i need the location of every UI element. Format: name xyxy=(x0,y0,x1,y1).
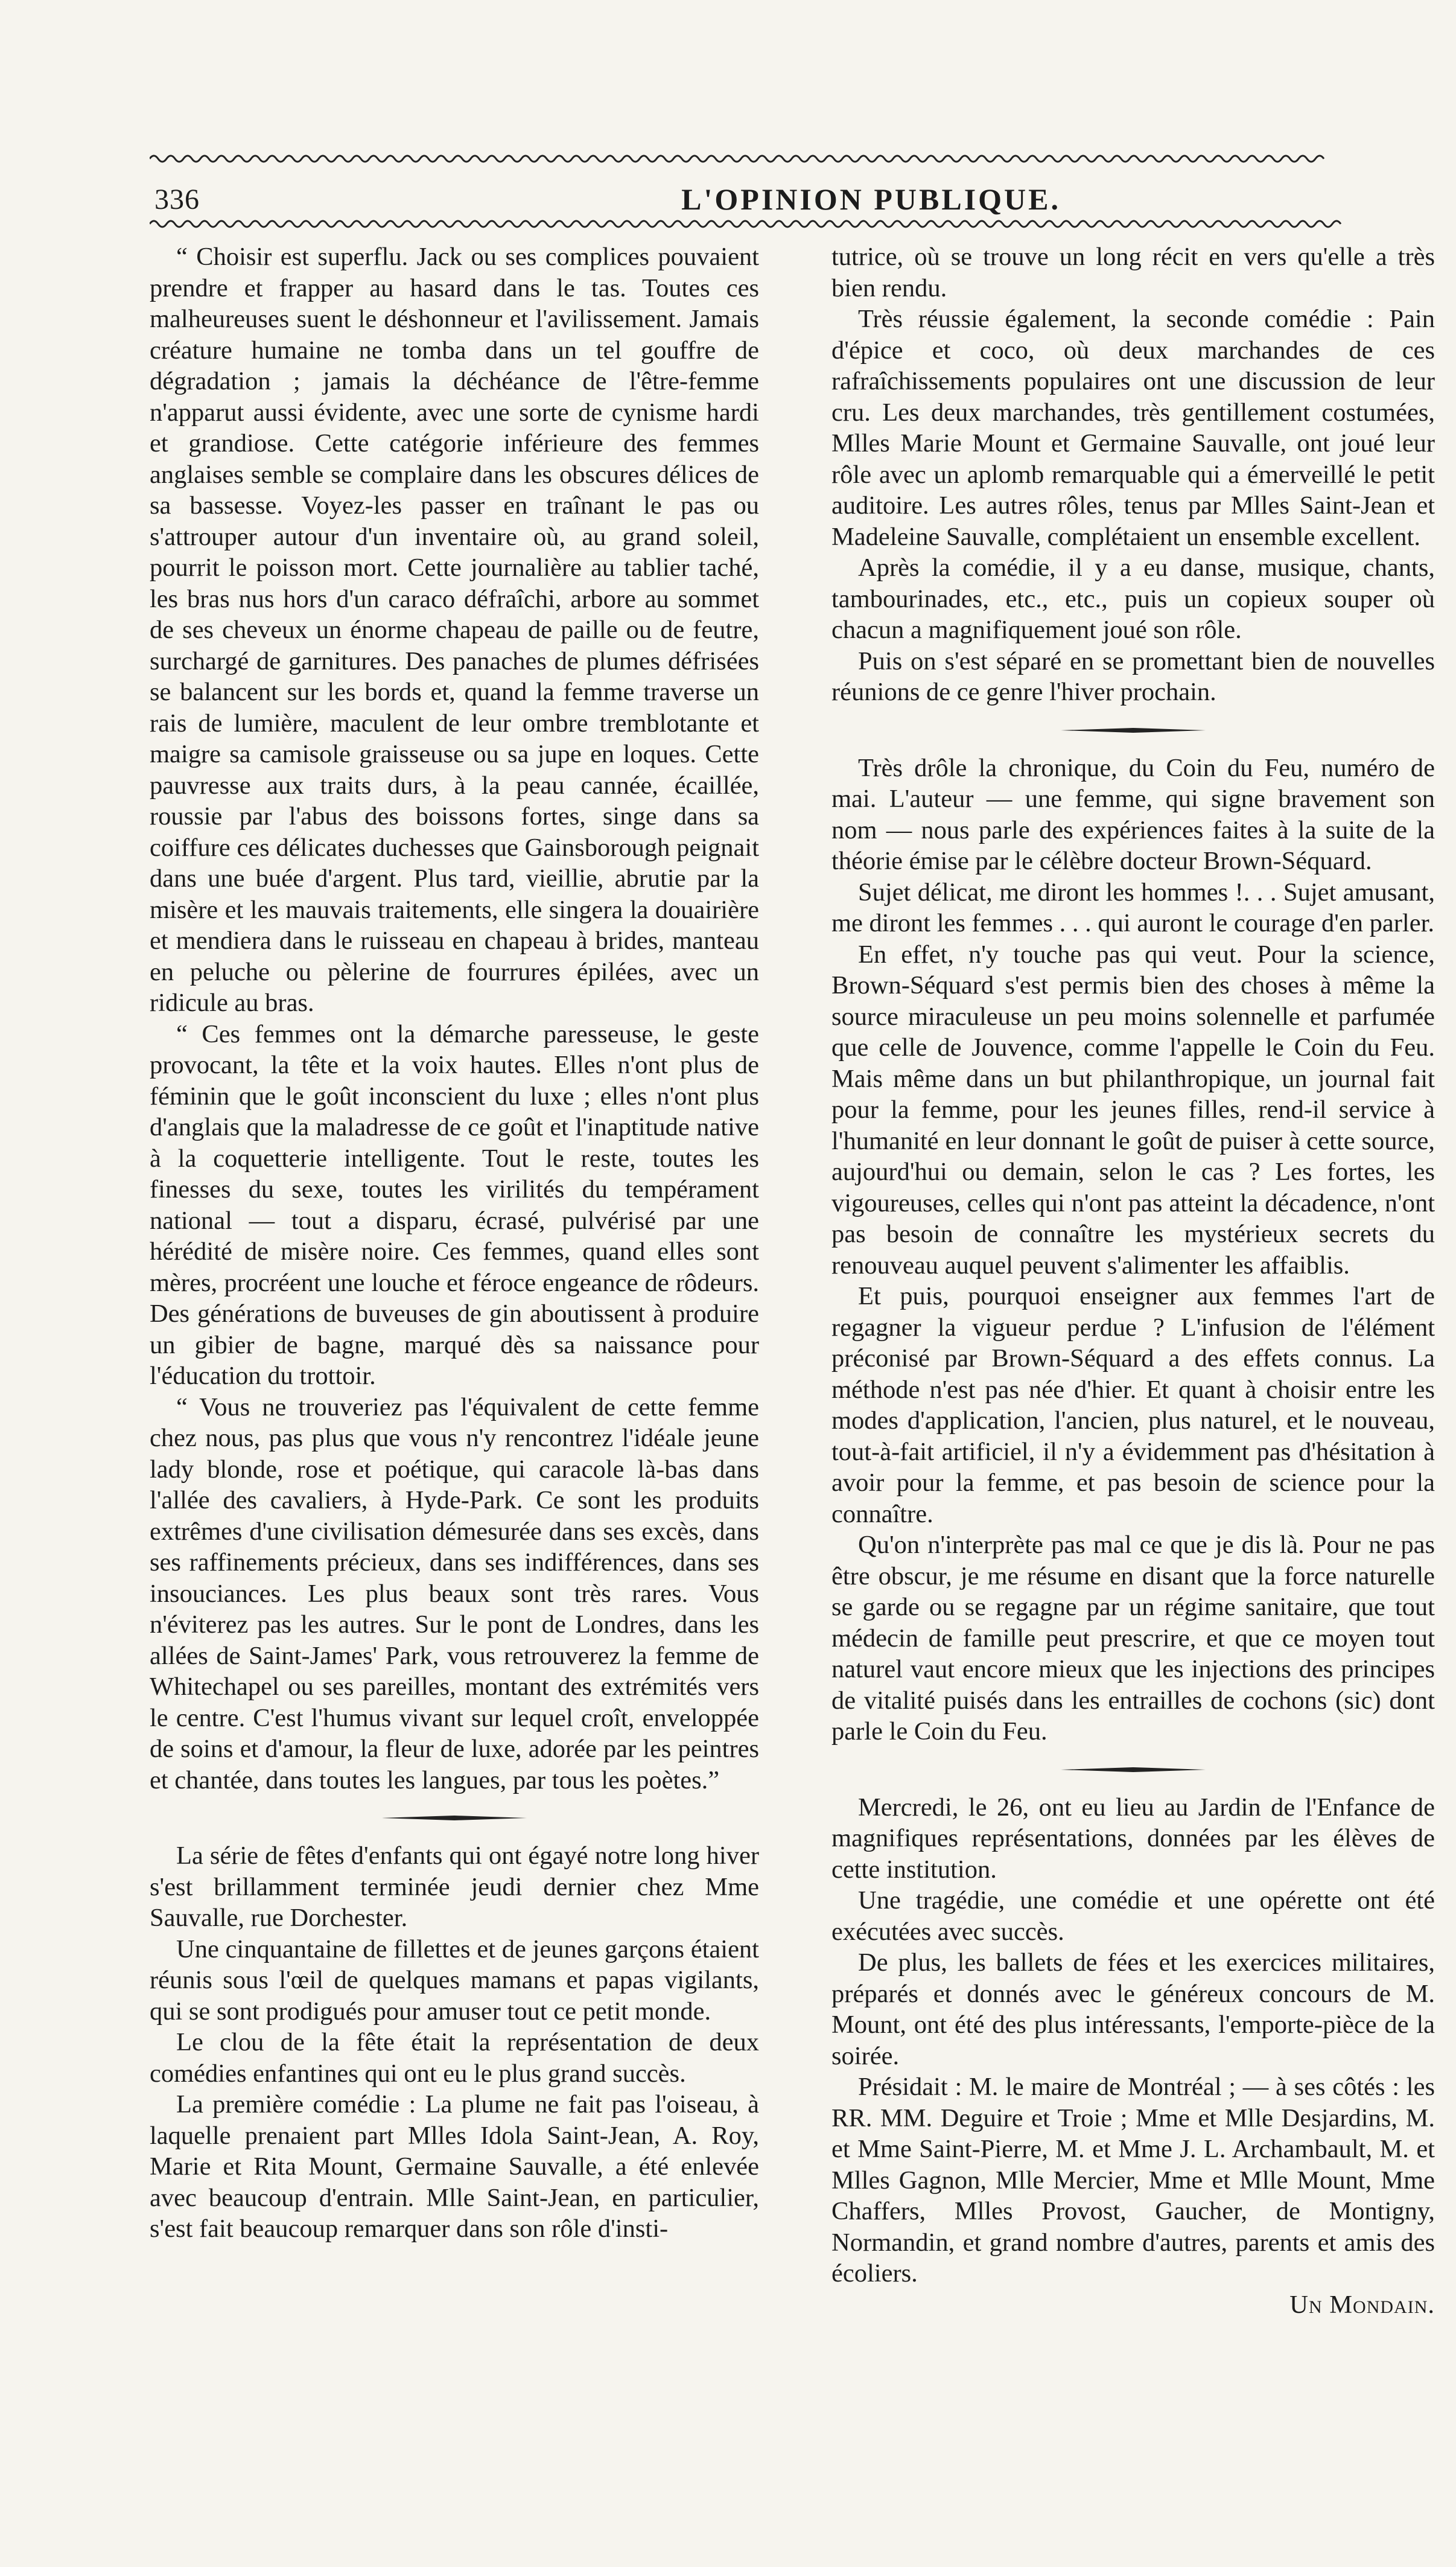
paragraph: Puis on s'est séparé en se promettant bien de nouvelles réunions de ce genre l'hiver prochain. xyxy=(831,646,1435,706)
left-column xyxy=(150,241,759,2245)
page-number: 336 xyxy=(154,183,200,215)
decorative-wavy-rule-bottom xyxy=(150,217,1423,231)
section-separator xyxy=(1061,726,1206,735)
paragraph: “ Vous ne trouveriez pas l'équivalent de cette femme chez nous, pas plus que vous n'y rencontrez l'idéale jeune lady blonde, rose et poétique, qui caracole là-bas dans l'allée des cavaliers, à Hyde-Park. Ce sont les produits extrêmes d'une civilisation démesurée dans ses excès, dans ses raffinements précieux, dans ses indifférences, dans ses insouciances. Les plus beaux sont très rares. Vous n'éviterez pas les autres. Sur le pont de Londres, dans les allées de Saint-James' Park, vous retrouverez la femme de Whitechapel ou ses pareilles, montant des extrémités vers le centre. C'est l'humus vivant sur lequel croît, enveloppée de soins et d'amour, la fleur de luxe, adorée par les peintres et chantée, dans toutes les langues, par tous les poètes.” xyxy=(150,1392,759,1794)
paragraph: Mercredi, le 26, ont eu lieu au Jardin de l'Enfance de magnifiques représentations, données par les élèves de cette institution. xyxy=(831,1793,1435,1884)
paragraph: Très drôle la chronique, du Coin du Feu, numéro de mai. L'auteur — une femme, qui signe bravement son nom — nous parle des expériences faites à la suite de la théorie émise par le célèbre docteur Brown-Séquard. xyxy=(831,753,1435,875)
section-separator xyxy=(1061,1765,1206,1774)
journal-title: L'OPINION PUBLIQUE. xyxy=(681,182,1061,216)
paragraph: Qu'on n'interprète pas mal ce que je dis là. Pour ne pas être obscur, je me résume en disant que la force naturelle se garde ou se regagne par un régime sanitaire, que tout médecin de famille peut prescrire, et que ce moyen tout naturel vaut encore mieux que les injections des principes de vitalité puisés dans les entrailles de cochons (sic) dont parle le Coin du Feu. xyxy=(831,1531,1435,1746)
paragraph: “ Choisir est superflu. Jack ou ses complices pouvaient prendre et frapper au hasard dans le tas. Toutes ces malheureuses suent le déshonneur et l'avilissement. Jamais créature humaine ne tomba dans un tel gouffre de dégradation ; jamais la déchéance de l'être-femme n'apparut aussi évidente, avec une sorte de cynisme hardi et grandiose. Cette catégorie inférieure des femmes anglaises semble se complaire dans les obscures délices de sa bassesse. Voyez-les passer en traînant le pas ou s'attrouper autour d'un inventaire où, au grand soleil, pourrit le poisson mort. Cette journalière au tablier taché, les bras nus hors d'un caraco défraîchi, arbore au sommet de ses cheveux un énorme chapeau de paille ou de feutre, surchargé de garnitures. Des panaches de plumes défrisées se balancent sur les bords et, quand la femme traverse un rais de lumière, maculent de leur ombre tremblotante et maigre sa camisole graisseuse ou sa jupe en loques. Cette pauvresse aux traits durs, à la peau cannée, écaillée, roussie par l'abus des boissons fortes, singe dans sa coiffure ces délicates duchesses que Gainsborough peignait dans une buée d'argent. Plus tard, vieillie, abrutie par la misère et les mauvais traitements, elle singera la douairière et mendiera dans le ruisseau en chapeau à brides, manteau en peluche ou pèlerine de fourrures épilées, avec un ridicule au bras. xyxy=(150,243,759,1017)
paragraph: Sujet délicat, me diront les hommes !. . . Sujet amusant, me diront les femmes . . . qui auront le courage d'en parler. xyxy=(831,878,1435,937)
paragraph: Le clou de la fête était la représentation de deux comédies enfantines qui ont eu le plus grand succès. xyxy=(150,2028,759,2088)
paragraph: “ Ces femmes ont la démarche paresseuse, le geste provocant, la tête et la voix hautes. Elles n'ont plus de féminin que le goût inconscient du luxe ; elles n'ont plus d'anglais que la maladresse de ce goût et l'inaptitude native à la coquetterie intelligente. Tout le reste, toutes les finesses du sexe, toutes les virilités du tempérament national — tout a disparu, écrasé, pulvérisé par une hérédité de misère noire. Ces femmes, quand elles sont mères, procréent une louche et féroce engeance de rôdeurs. Des générations de buveuses de gin aboutissent à produire un gibier de bagne, marqué dès sa naissance pour l'éducation du trottoir. xyxy=(150,1019,759,1390)
right-column xyxy=(831,241,1435,2320)
paragraph: Une cinquantaine de fillettes et de jeunes garçons étaient réunis sous l'œil de quelques mamans et papas vigilants, qui se sont prodigués pour amuser tout ce petit monde. xyxy=(150,1934,759,2026)
paragraph: tutrice, où se trouve un long récit en vers qu'elle a très bien rendu. xyxy=(831,243,1435,302)
author-signature: Un Mondain. xyxy=(1289,2290,1435,2319)
decorative-wavy-rule-top xyxy=(150,152,1423,165)
paragraph: De plus, les ballets de fées et les exercices militaires, préparés et donnés avec le généreux concours de M. Mount, ont été des plus intéressants, l'emporte-pièce de la soirée. xyxy=(831,1948,1435,2070)
paragraph: Présidait : M. le maire de Montréal ; — à ses côtés : les RR. MM. Deguire et Troie ; Mme et Mlle Desjardins, M. et Mme Saint-Pierre, M. et Mme J. L. Archambault, M. et Mlles Gagnon, Mlle Mercier, Mme et Mlle Mount, Mme Chaffers, Mlles Provost, Gaucher, de Montigny, Normandin, et grand nombre d'autres, parents et amis des écoliers. xyxy=(831,2073,1435,2288)
paragraph: Une tragédie, une comédie et une opérette ont été exécutées avec succès. xyxy=(831,1886,1435,1946)
paragraph: Après la comédie, il y a eu danse, musique, chants, tambourinades, etc., etc., puis un copieux souper où chacun a magnifiquement joué son rôle. xyxy=(831,553,1435,644)
page-header xyxy=(150,175,1423,223)
paragraph: Et puis, pourquoi enseigner aux femmes l'art de regagner la vigueur perdue ? L'infusion de l'élément préconisé par Brown-Séquard a des effets connus. La méthode n'est pas née d'hier. Et quant à choisir entre les modes d'application, l'ancien, plus naturel, et le nouveau, tout-à-fait artificiel, il n'y a évidemment pas d'hésitation à avoir pour la femme, et pas besoin de science pour la connaître. xyxy=(831,1282,1435,1528)
paragraph: Très réussie également, la seconde comédie : Pain d'épice et coco, où deux marchandes de ces rafraîchissements populaires ont une discussion de leur cru. Les deux marchandes, très gentillement costumées, Mlles Marie Mount et Germaine Sauvalle, ont joué leur rôle avec un aplomb remarquable qui a émerveillé le petit auditoire. Les autres rôles, tenus par Mlles Saint-Jean et Madeleine Sauvalle, complétaient un ensemble excellent. xyxy=(831,305,1435,551)
section-separator xyxy=(382,1814,527,1822)
paragraph: La première comédie : La plume ne fait pas l'oiseau, à laquelle prenaient part Mlles Idola Saint-Jean, A. Roy, Marie et Rita Mount, Germaine Sauvalle, a été enlevée avec beaucoup d'entrain. Mlle Saint-Jean, en particulier, s'est fait beaucoup remarquer dans son rôle d'insti- xyxy=(150,2090,759,2243)
paragraph: La série de fêtes d'enfants qui ont égayé notre long hiver s'est brillamment terminée jeudi dernier chez Mme Sauvalle, rue Dorchester. xyxy=(150,1842,759,1932)
paragraph: En effet, n'y touche pas qui veut. Pour la science, Brown-Séquard s'est permis bien des choses à même la source miraculeuse un peu moins solennelle et parfumée que celle de Jouvence, comme l'appelle le Coin du Feu. Mais même dans un but philanthropique, un journal fait pour la femme, pour les jeunes filles, rend-il service à l'humanité en leur donnant le goût de puiser à cette source, aujourd'hui ou demain, selon le cas ? Les fortes, les vigoureuses, celles qui n'ont pas atteint la décadence, n'ont pas besoin de connaître les mystérieux secrets du renouveau auquel peuvent s'alimenter les affaiblis. xyxy=(831,940,1435,1280)
